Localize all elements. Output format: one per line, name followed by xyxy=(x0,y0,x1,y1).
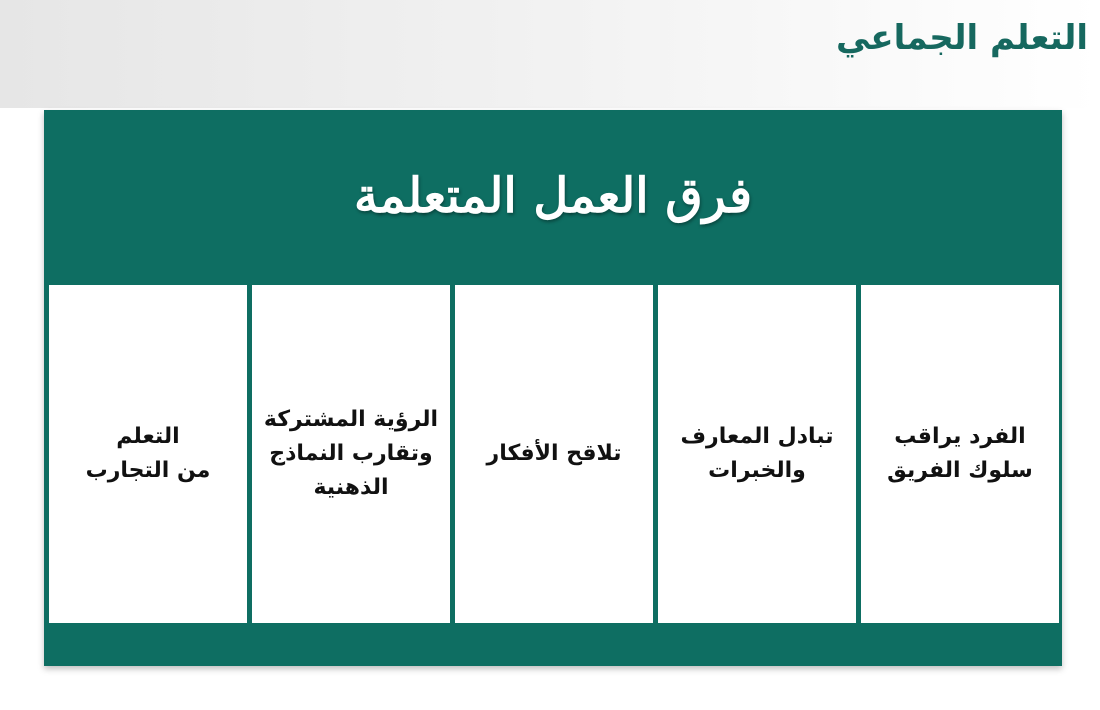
column-text-line: تلاقح الأفكار xyxy=(486,440,622,466)
columns-row xyxy=(49,285,1059,623)
column-text-line: والخبرات xyxy=(708,458,806,483)
column-cross-fertilization-of-ideas xyxy=(455,285,653,623)
panel-title: فرق العمل المتعلمة xyxy=(353,168,753,224)
column-label xyxy=(487,437,622,471)
column-shared-vision xyxy=(252,285,450,623)
slide-title: التعلم الجماعي xyxy=(836,18,1088,58)
column-text-line: الذهنية xyxy=(313,475,389,501)
learning-teams-panel xyxy=(44,110,1062,666)
column-text-line: وتقارب النماذج xyxy=(269,440,433,466)
column-label xyxy=(681,420,834,488)
column-label xyxy=(264,403,438,505)
column-text-line: الفرد يراقب xyxy=(894,423,1026,449)
column-text-line: التعلم xyxy=(116,423,180,449)
column-knowledge-exchange xyxy=(658,285,856,623)
column-text-line: الرؤية المشتركة xyxy=(263,406,439,432)
column-text-line: سلوك الفريق xyxy=(887,458,1033,483)
column-text-line: تبادل المعارف xyxy=(680,423,834,449)
column-label xyxy=(887,420,1033,488)
column-text-line: من التجارب xyxy=(85,458,211,483)
column-individual-observes-team xyxy=(861,285,1059,623)
panel-footer-band xyxy=(44,628,1062,666)
column-learning-from-experience xyxy=(49,285,247,623)
panel-header xyxy=(44,110,1062,282)
column-label xyxy=(86,420,211,488)
